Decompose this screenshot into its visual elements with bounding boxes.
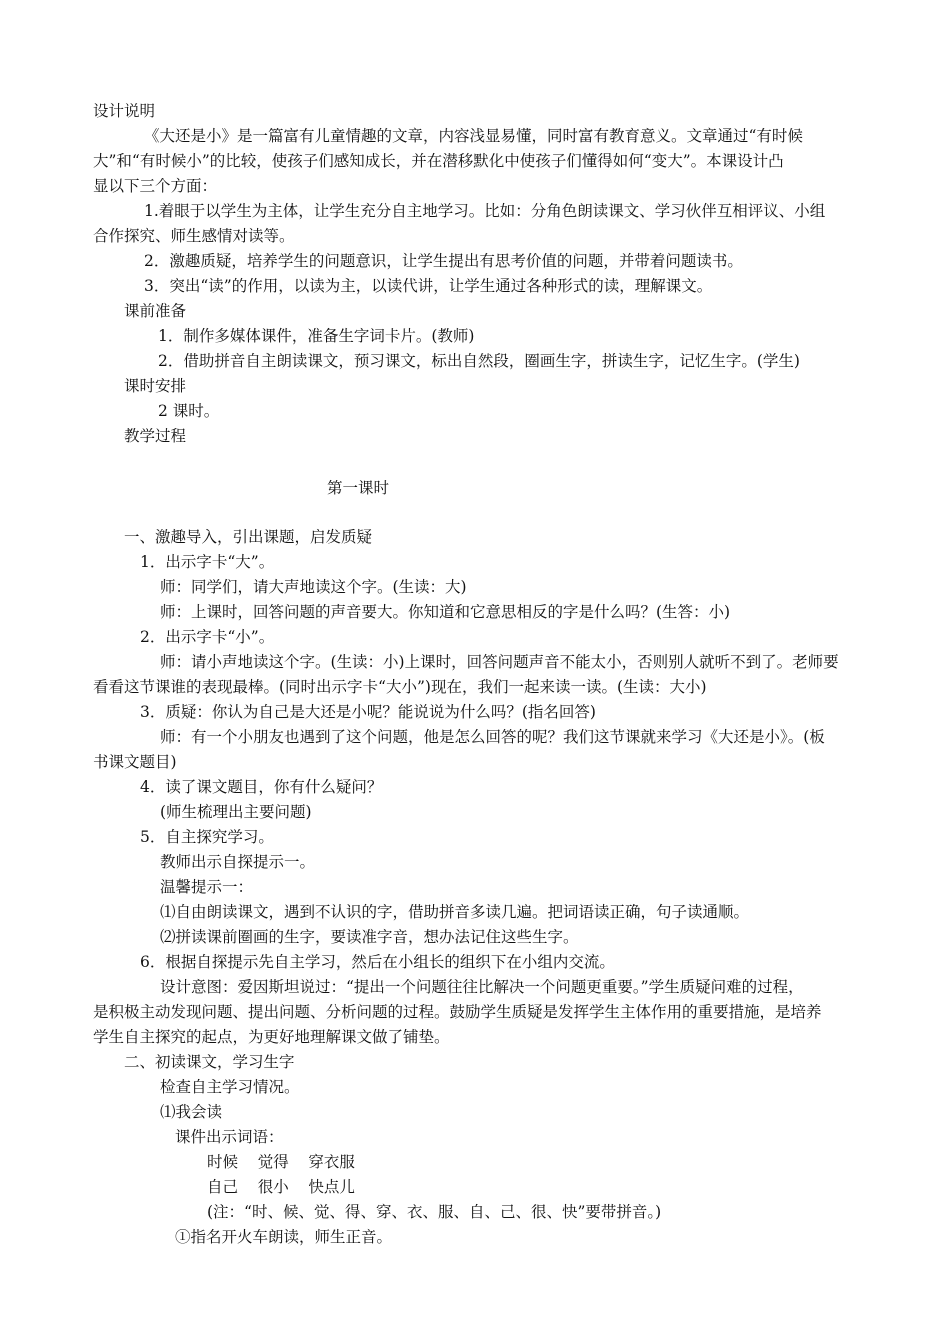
list-item: 1．制作多媒体课件，准备生字词卡片。(教师) [158, 327, 475, 345]
list-item: 5．自主探究学习。 [140, 828, 274, 846]
note-line: (注：“时、候、觉、得、穿、衣、服、自、己、很、快”要带拼音。) [207, 1203, 662, 1221]
paragraph-line: 检查自主学习情况。 [160, 1078, 300, 1096]
paragraph-line: 是积极主动发现问题、提出问题、分析问题的过程。鼓励学生质疑是发挥学生主体作用的重要措施，是培养 [93, 1003, 822, 1021]
list-item: ⑴自由朗读课文，遇到不认识的字，借助拼音多读几遍。把词语读正确，句子读通顺。 [160, 903, 750, 921]
paragraph-line: 看看这节课谁的表现最棒。(同时出示字卡“大小”)现在，我们一起来读一读。(生读：大小) [93, 678, 707, 696]
paragraph-line: 学生自主探究的起点，为更好地理解课文做了铺垫。 [93, 1028, 450, 1046]
section-heading-schedule: 课时安排 [124, 377, 187, 395]
paragraph-line: 《大还是小》是一篇富有儿童情趣的文章，内容浅显易懂，同时富有教育意义。文章通过“有时候 [144, 127, 803, 145]
list-item: 1．出示字卡“大”。 [140, 553, 275, 571]
paragraph-line: (师生梳理出主要问题) [160, 803, 312, 821]
paragraph-line: 温馨提示一： [160, 878, 254, 896]
paragraph-line: 显以下三个方面： [93, 177, 218, 195]
paragraph-line: 师：同学们，请大声地读这个字。(生读：大) [160, 578, 467, 596]
paragraph-line: 大”和“有时候小”的比较，使孩子们感知成长，并在潜移默化中使孩子们懂得如何“变大”。本课设计凸 [93, 152, 784, 170]
list-item: 4．读了课文题目，你有什么疑问？ [140, 778, 383, 796]
list-item: 3．突出“读”的作用，以读为主，以读代讲，让学生通过各种形式的读，理解课文。 [144, 277, 713, 295]
section-heading-design: 设计说明 [93, 102, 156, 120]
list-item: 3．质疑：你认为自己是大还是小呢？能说说为什么吗？(指名回答) [140, 703, 596, 721]
list-item: ⑵拼读课前圈画的生字，要读准字音，想办法记住这些生字。 [160, 928, 579, 946]
paragraph-line: 书课文题目) [93, 753, 177, 771]
subsection-heading: 一、激趣导入，引出课题，启发质疑 [124, 528, 373, 546]
word-list: 时候 觉得 穿衣服 [207, 1153, 355, 1171]
paragraph-line: 2 课时。 [158, 402, 220, 420]
lesson-title: 第一课时 [327, 479, 390, 497]
list-item: 2．借助拼音自主朗读课文，预习课文，标出自然段，圈画生字，拼读生字，记忆生字。(学生) [158, 352, 800, 370]
paragraph-line: 合作探究、师生感情对读等。 [93, 227, 295, 245]
subsection-heading: 二、初读课文，学习生字 [124, 1053, 295, 1071]
list-item: 2．出示字卡“小”。 [140, 628, 275, 646]
list-item: 2．激趣质疑，培养学生的问题意识，让学生提出有思考价值的问题，并带着问题读书。 [144, 252, 743, 270]
paragraph-line: 课件出示词语： [175, 1128, 284, 1146]
word-list: 自己 很小 快点儿 [207, 1178, 355, 1196]
section-heading-preparation: 课前准备 [124, 302, 187, 320]
section-heading-process: 教学过程 [124, 427, 187, 445]
list-item: 6．根据自探提示先自主学习，然后在小组长的组织下在小组内交流。 [140, 953, 615, 971]
list-item: 1.着眼于以学生为主体，让学生充分自主地学习。比如：分角色朗读课文、学习伙伴互相评议、小组 [144, 202, 826, 220]
paragraph-line: 师：有一个小朋友也遇到了这个问题，他是怎么回答的呢？我们这节课就来学习《大还是小》。(板 [160, 728, 825, 746]
list-item: ⑴我会读 [160, 1103, 223, 1121]
paragraph-line: 师：上课时，回答问题的声音要大。你知道和它意思相反的字是什么吗？(生答：小) [160, 603, 731, 621]
paragraph-line: 设计意图：爱因斯坦说过：“提出一个问题往往比解决一个问题更重要。”学生质疑问难的过程， [160, 978, 804, 996]
list-item: ①指名开火车朗读，师生正音。 [175, 1228, 393, 1246]
paragraph-line: 教师出示自探提示一。 [160, 853, 316, 871]
paragraph-line: 师：请小声地读这个字。(生读：小)上课时，回答问题声音不能太小，否则别人就听不到了。老师要 [160, 653, 839, 671]
